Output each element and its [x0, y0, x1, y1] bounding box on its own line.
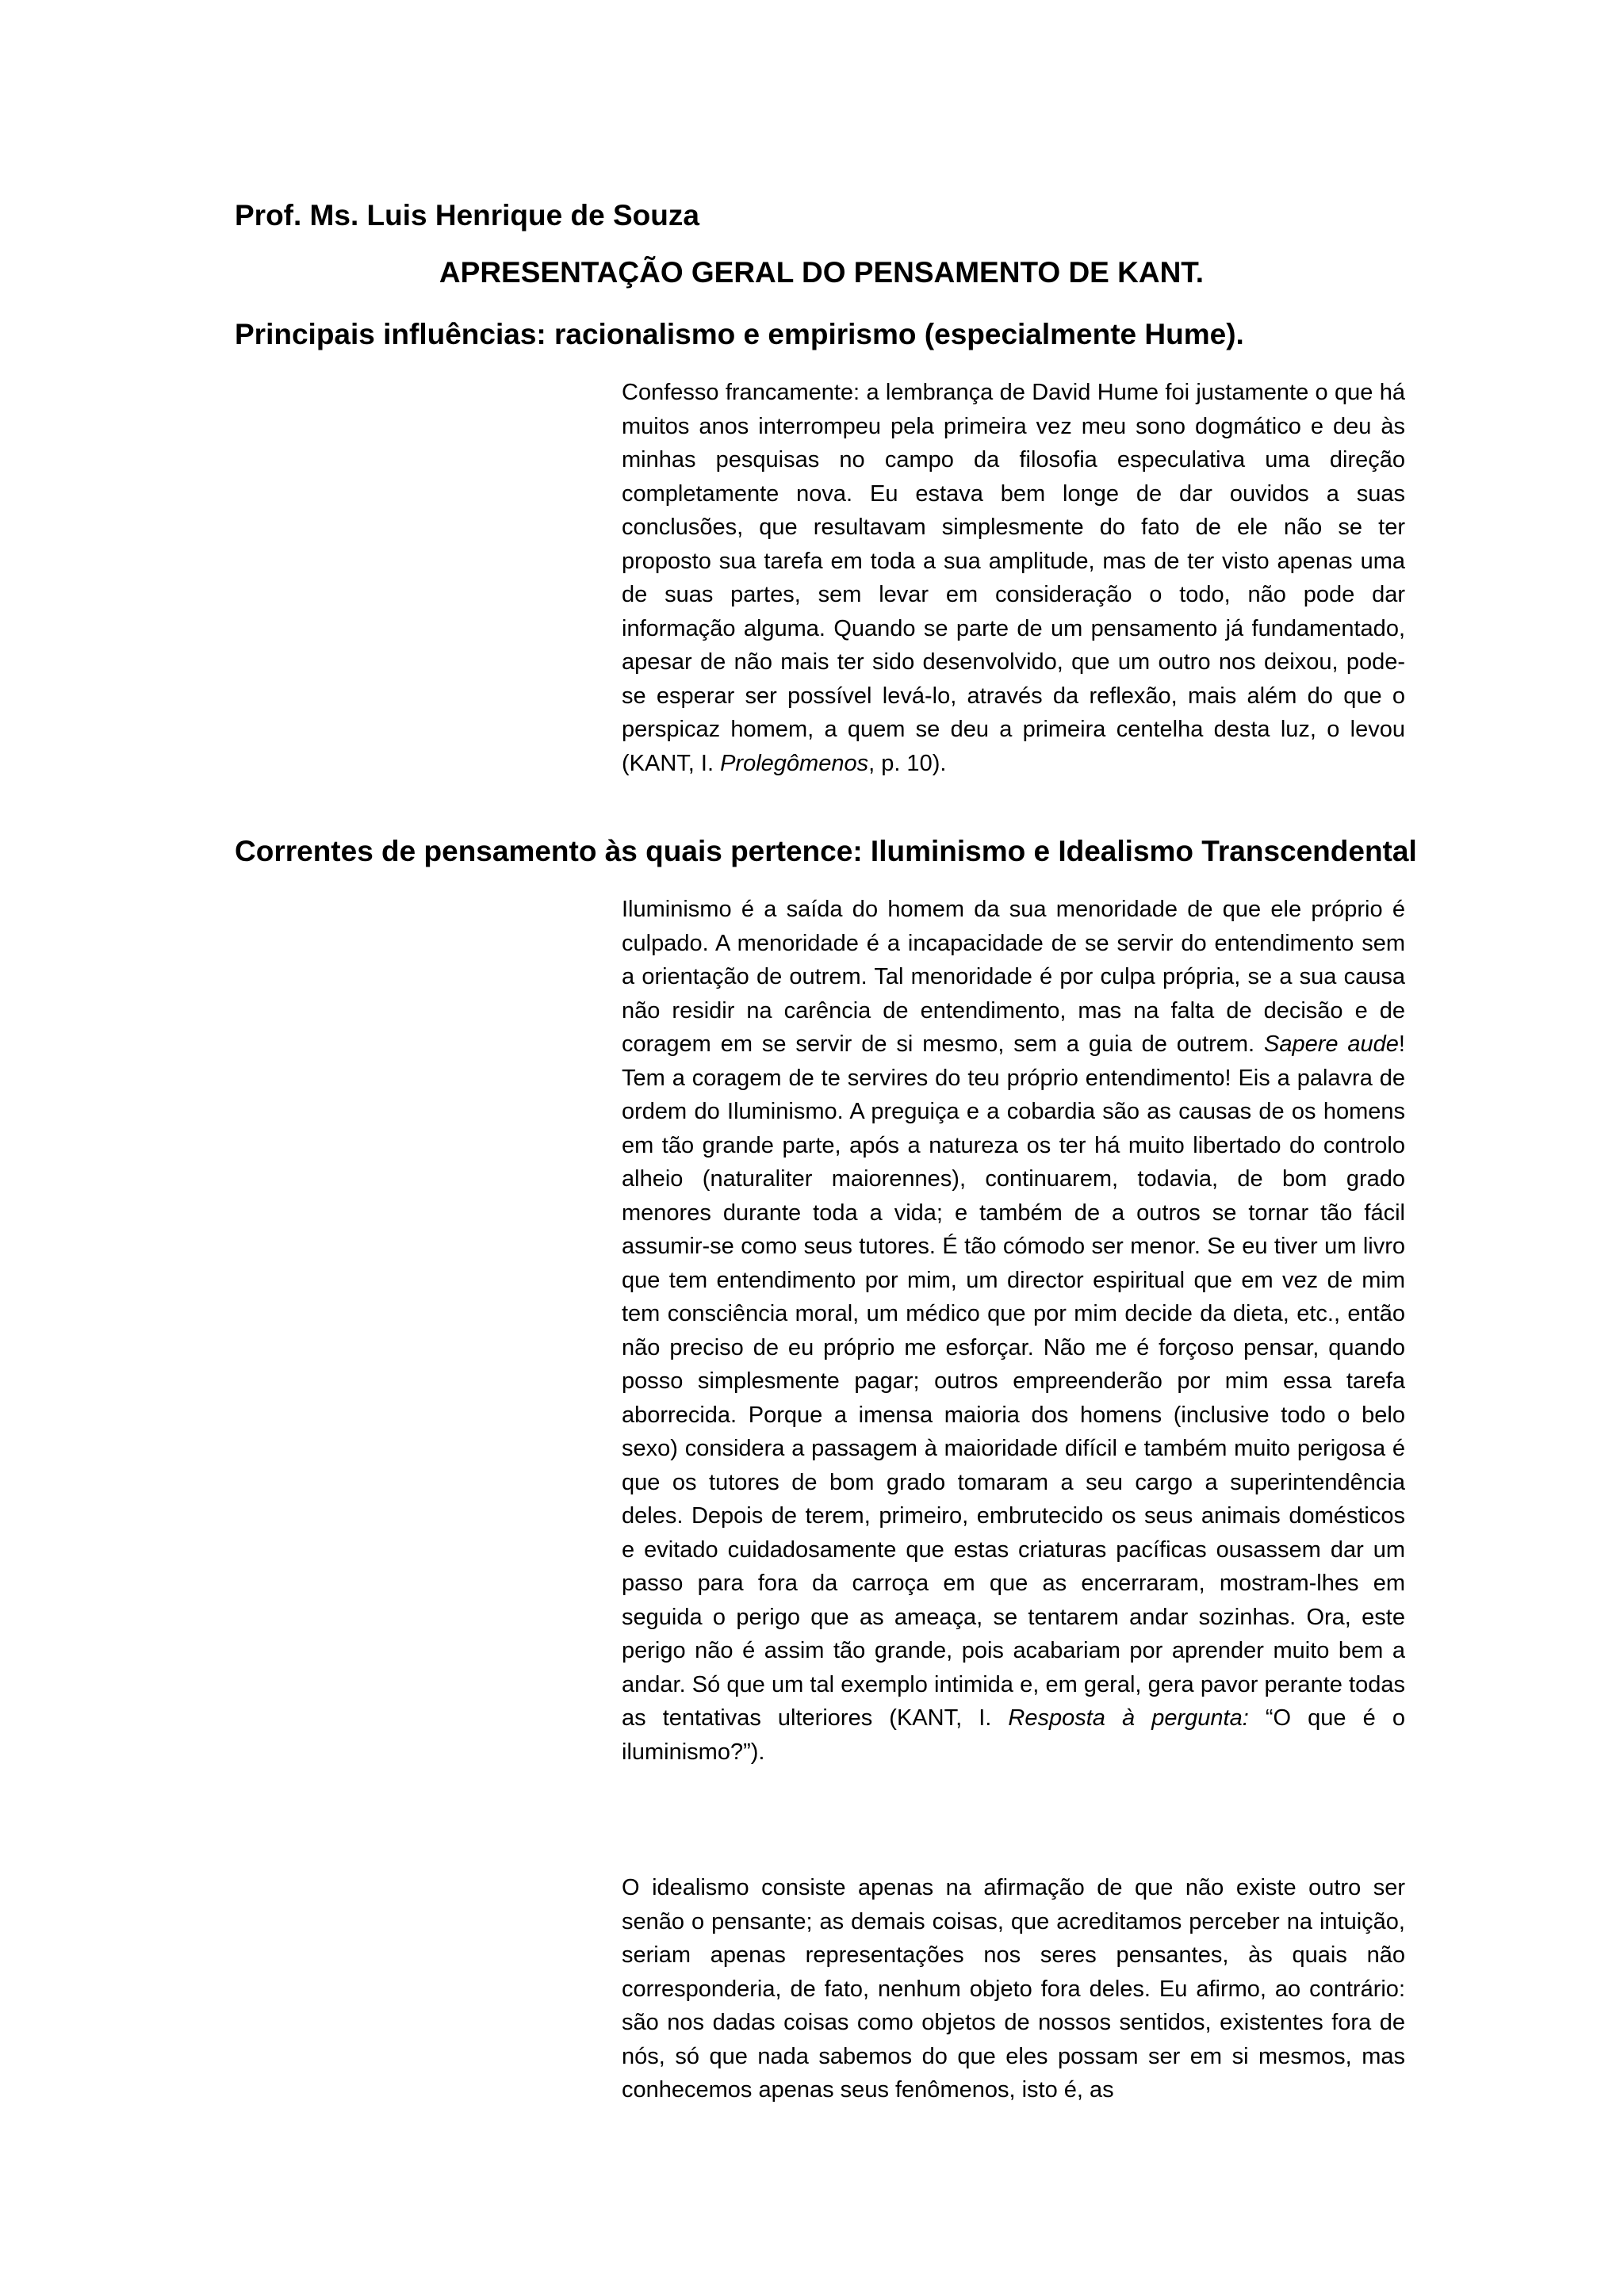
quote-text: “O que é o iluminismo?”). [622, 1705, 1405, 1765]
section-heading-influences: Principais influências: racionalismo e empirismo (especialmente Hume). [235, 318, 1244, 350]
page-title: APRESENTAÇÃO GERAL DO PENSAMENTO DE KANT. [439, 256, 1205, 289]
quote-italic-phrase: Sapere aude [1264, 1031, 1399, 1057]
quote-italic-title: Prolegômenos [720, 750, 869, 776]
author-name: Prof. Ms. Luis Henrique de Souza [235, 199, 699, 232]
quote-text: Confesso francamente: a lembrança de David Hume foi justamente o que há muitos anos interrompeu pela primeira vez meu sono dogmático e deu às minhas pesquisas no campo da filosofia especulativa uma direção completamente nova. Eu estava bem longe de dar ouvidos a suas conclusões, que resultavam simplesmente do fato de ele não se ter proposto sua tarefa em toda a sua amplitude, mas de ter visto apenas uma de suas partes, sem levar em consideração o todo, não pode dar informação alguma. Quando se parte de um pensamento já fundamentado, apesar de não mais ter sido desenvolvido, que um outro nos deixou, pode-se esperar ser possível levá-lo, através da reflexão, mais além do que o perspicaz homem, a quem se deu a primeira centelha desta luz, o levou (KANT, I. [622, 380, 1405, 776]
quote-text: , p. 10). [868, 750, 947, 776]
quote-italic-title: Resposta à pergunta: [1008, 1705, 1249, 1731]
section-heading-currents: Correntes de pensamento às quais pertence: Iluminismo e Idealismo Transcendental [235, 835, 1417, 867]
quote-text: O idealismo consiste apenas na afirmação de que não existe outro ser senão o pensante; as demais coisas, que acreditamos perceber na intuição, seriam apenas representações nos seres pensantes, às quais não corresponderia, de fato, nenhum objeto fora deles. Eu afirmo, ao contrário: são nos dadas coisas como objetos de nossos sentidos, existentes fora de nós, só que nada sabemos do que eles possam ser em si mesmos, mas conhecemos apenas seus fenômenos, isto é, as [622, 1875, 1405, 2103]
block-quote-hume [622, 376, 1405, 780]
quote-text: Iluminismo é a saída do homem da sua menoridade de que ele próprio é culpado. A menoridade é a incapacidade de se servir do entendimento sem a orientação de outrem. Tal menoridade é por culpa própria, se a sua causa não residir na carência de entendimento, mas na falta de decisão e de coragem em se servir de si mesmo, sem a guia de outrem. [622, 897, 1405, 1057]
quote-text: ! Tem a coragem de te servires do teu próprio entendimento! Eis a palavra de ordem do Iluminismo. A preguiça e a cobardia são as causas de os homens em tão grande parte, após a natureza os ter há muito libertado do controlo alheio (naturaliter maiorennes), continuarem, todavia, de bom grado menores durante toda a vida; e também de a outros se tornar tão fácil assumir-se como seus tutores. É tão cómodo ser menor. Se eu tiver um livro que tem entendimento por mim, um director espiritual que em vez de mim tem consciência moral, um médico que por mim decide da dieta, etc., então não preciso de eu próprio me esforçar. Não me é forçoso pensar, quando posso simplesmente pagar; outros empreenderão por mim essa tarefa aborrecida. Porque a imensa maioria dos homens (inclusive todo o belo sexo) considera a passagem à maioridade difícil e também muito perigosa é que os tutores de bom grado tomaram a seu cargo a superintendência deles. Depois de terem, primeiro, embrutecido os seus animais domésticos e evitado cuidadosamente que estas criaturas pacíficas ousassem dar um passo para fora da carroça em que as encerraram, mostram-lhes em seguida o perigo que as ameaça, se tentarem andar sozinhas. Ora, este perigo não é assim tão grande, pois acabariam por aprender muito bem a andar. Só que um tal exemplo intimida e, em geral, gera pavor perante todas as tentativas ulteriores (KANT, I. [622, 1031, 1405, 1731]
block-quote-idealism [622, 1871, 1405, 2107]
block-quote-enlightenment [622, 893, 1405, 1769]
